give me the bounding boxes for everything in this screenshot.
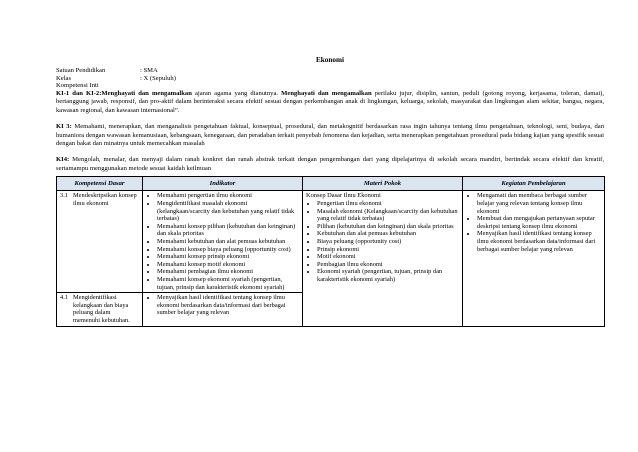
list-item: • Mengidentifikasi masalah ekonomi (kelangkaan/scarcity dan kebutuhan yang relatif tidak terbatas) xyxy=(157,200,299,223)
materi-cell xyxy=(303,191,463,326)
ki-label: KI4: xyxy=(56,156,70,163)
kegiatan-cell xyxy=(463,191,605,326)
meta-row xyxy=(56,67,604,75)
table-header-row xyxy=(57,177,605,191)
ki-1-2-paragraph xyxy=(56,90,604,116)
list-item: • Ekonomi syariah (pengertian, tujuan, prinsip dan karakteristik ekonomi syariah) xyxy=(317,268,459,283)
list-item: • Masalah ekonomi (Kelangkaan/scarcity dan kebutuhan yang relatif tidak terbatas) xyxy=(317,208,459,223)
list-item: • Mengamati dan membaca berbagai sumber belajar yang relevan tentang konsep ilmu ekonomi xyxy=(477,192,601,215)
document-page xyxy=(56,56,604,327)
meta-value: : X (Sepuluh) xyxy=(140,74,176,82)
kd-number: 4.1 xyxy=(60,294,68,302)
ki-3-paragraph xyxy=(56,123,604,149)
list-item: • Menyajikan hasil identifikasi tentang konsep ilmu ekonomi berdasarkan data/informasi dari berbagai sumber belajar yang relevan xyxy=(157,294,299,317)
kd-text: Mengidentifikasi kelangkaan dan biaya peluang dalam memenuhi kebutuhan. xyxy=(73,294,130,324)
indikator-cell xyxy=(143,191,303,293)
document-title: Ekonomi xyxy=(316,56,344,64)
list-item: • Membuat dan mengajukan pertanyaan seputar deskripsi tentang konsep ilmu ekonomi xyxy=(477,215,601,230)
ki-bold-phrase: Menghayati dan mengamalkan xyxy=(281,89,372,97)
list-item: • Prinsip ekonomi xyxy=(317,246,459,254)
column-header: Indikator xyxy=(143,177,303,191)
list-item: • Memahami pembagian ilmu ekonomi xyxy=(157,268,299,276)
list-item: • Memahami konsep biaya peluang (opportunity cost) xyxy=(157,246,299,254)
meta-key: Kelas xyxy=(56,74,72,82)
meta-row xyxy=(56,82,604,90)
materi-title: Konsep Dasar Ilmu Ekonomi xyxy=(306,192,381,200)
list-item: • Pilihan (kebutuhan dan keinginan) dan skala prioritas xyxy=(317,223,459,231)
list-item: • Kebutuhan dan alat pemuas kebutuhan xyxy=(317,230,459,238)
syllabus-table xyxy=(56,176,605,326)
meta-key: Satuan Pendidikan xyxy=(56,67,106,74)
meta-value: : SMA xyxy=(140,67,158,74)
kd-cell xyxy=(57,191,143,293)
table-row xyxy=(57,191,605,293)
meta-block xyxy=(56,67,604,90)
list-item: • Biaya peluang (opportunity cost) xyxy=(317,238,459,246)
kd-number: 3.1 xyxy=(60,192,68,200)
ki-text: Mengolah, menalar, dan menyaji dalam ranah konkret dan ranah abstrak terkait dengan pengembangan dari yang dipelajarinya di sekolah secara mandiri, bertindak secara efektif dan kreatif, sertamampu menggunakan metode sesuai kaidah keilmuan xyxy=(56,156,604,172)
column-header: Kegiatan Pembelajaran xyxy=(463,177,605,191)
meta-key: Kompetensi Inti xyxy=(56,82,99,90)
ki-bold-phrase: Menghayati dan mengamalkan xyxy=(101,89,192,97)
list-item: • Memahami konsep motif ekonomi xyxy=(157,261,299,269)
kd-cell xyxy=(57,293,143,326)
ki-4-paragraph xyxy=(56,156,604,173)
ki-text: Memahami, menerapkan, dan menganalisis pengetahuan faktual, konseptual, prosedural, dan metakognitif berdasarkan rasa ingin tahunya tentang ilmu pengetahuan, teknologi, seni, budaya, dan humaniora dengan wawasan kemanusiaan, kebangsaan, kenegaraan, dan peradaban terkait penyebab fenomena dan kejadian, serta menerapkan pengetahuan prosedural pada bidang kajian yang spesifik sesuai dengan bakat dan minatnya untuk memecahkan masalah xyxy=(56,122,605,148)
list-item: • Memahami konsep pilihan (kebutuhan dan keinginan) dan skala prioritas xyxy=(157,223,299,238)
column-header: Materi Pokok xyxy=(303,177,463,191)
ki-label: KI 3: xyxy=(56,122,72,130)
list-item: • Memahami kebutuhan dan alat pemuas kebutuhan xyxy=(157,238,299,246)
ki-text: perilaku jujur, disiplin, santun, peduli (gotong royong, kerjasama, toleran, damai), bertanggung jawab, responsif, dan pro-aktif dalam berinteraksi secara efektif sesuai dengan perkembangan anak di lingkungan, keluarga, sekolah, masyarakat dan lingkungan alam sekitar, bangsa, negara, kawasan regional, dan kawasan internasional”. xyxy=(56,89,604,115)
meta-row xyxy=(56,75,604,83)
list-item: • Pengertian ilmu ekonomi xyxy=(317,200,459,208)
list-item: • Memahami konsep ekonomi syariah (pengertian, tujuan, prinsip dan karakteristik ekonomi syariah) xyxy=(157,276,299,291)
list-item: • Memahami konsep prinsip ekonomi xyxy=(157,253,299,261)
list-item: • Memahami pengertian ilmu ekonomi xyxy=(157,192,299,200)
list-item: • Motif ekonomi xyxy=(317,253,459,261)
ki-label: KI-1 dan KI-2: xyxy=(56,89,102,97)
list-item: • Pembagian ilmu ekonomi xyxy=(317,261,459,269)
ki-text: ajaran agama yang dianutnya. xyxy=(191,89,282,97)
column-header: Kompetensi Dasar xyxy=(57,177,143,191)
list-item: • Menyajikan hasil identifikasi tentang konsep ilmu ekonomi berdasarkan data/informasi dari berbagai sumber belajar yang relevan xyxy=(477,230,601,253)
indikator-cell xyxy=(143,293,303,326)
kd-text: Mendeskripsikan konsep ilmu ekonomi xyxy=(73,192,137,207)
